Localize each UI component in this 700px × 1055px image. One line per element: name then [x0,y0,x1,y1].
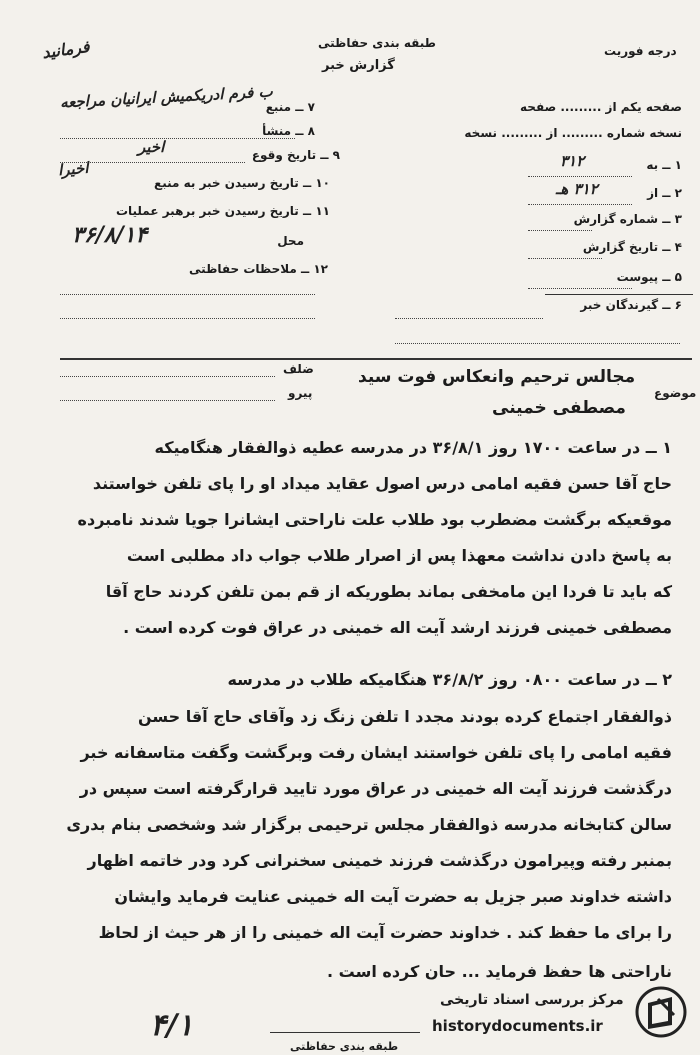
header-divider [60,358,692,360]
body-line: ناراحتی ها حفظ فرماید ... حان کرده است . [327,962,672,981]
body-line: مصطفی خمینی فرزند ارشد آیت اله خمینی در عراق فوت کرده است . [123,618,672,637]
source-value: ب فرم ادریکمیش ایرانیان مراجعه [59,82,274,112]
date-stamp-value: ۳۶/۸/۱۴ [72,222,148,248]
body-line: که باید تا فردا این مامخفی بماند بطوریکه از قم بمن تلفن کردند حاج آقا [105,582,672,601]
margin-note: فرمانید [40,36,91,63]
archive-logo-icon [634,985,688,1039]
body-line: داشته خداوند صبر جزیل به حضرت آیت اله خمینی عنایت فرماید وایشان [114,887,672,906]
body-line: سالن کتابخانه مدرسه ذوالفقار مجلس ترحیمی برگزار شد وشخصی بنام بدری [66,815,672,834]
body-line: ذوالفقار اجتماع کرده بودند مجدد ا تلفن زنگ زد وآقای حاج آقا حسن [137,707,672,726]
watermark-name: مرکز بررسی اسناد تاریخی [440,992,624,1008]
subject-side-bottom: پیرو [288,386,313,400]
subject-side-top: ضلف [283,362,314,376]
recipients-field: ۶ ــ گیرندگان خبر [580,298,682,312]
report-title: گزارش خبر [322,58,395,73]
body-line: موقعیکه برگشت مضطرب بود طلاب علت ناراحتی ایشانرا جویا شدند نامبرده [77,510,672,529]
occurrence-date-value: اخیر [138,138,165,156]
page-number: ۴/۱ [150,1008,194,1043]
subject-line-1: مجالس ترحیم وانعکاس فوت سید [358,367,636,387]
to-value: ۳۱۲ [560,152,585,170]
body-line: را برای ما حفظ کند . خداوند حضرت آیت اله خمینی را از هر حیث از لحاظ [98,923,672,942]
copy-count-field: نسخه شماره ......... از ......... نسخه [464,126,682,140]
classification-top: طبقه بندی حفاظتی [318,36,436,50]
to-field: ۱ ــ به [646,158,682,172]
security-notes-field: ۱۲ ــ ملاحظات حفاظتی [189,262,328,276]
body-line: ۲ ــ در ساعت ۰۸۰۰ روز ۳۶/۸/۲ هنگامیکه طلاب در مدرسه [227,670,672,689]
subject-label: موضوع [654,386,697,400]
ops-received-date-field: ۱۱ ــ تاریخ رسیدن خبر برهبر عملیات [115,204,330,218]
page-count-field: صفحه یکم از ......... صفحه [520,100,682,114]
body-line: به پاسخ دادن نداشت معهذا پس از اصرار طلاب جواب داد مطلبی است [126,546,672,565]
degree-label: درجه فوریت [604,44,677,58]
from-value: ۳۱۲ هـ [556,180,598,198]
attachment-field: ۵ ــ پیوست [616,270,682,284]
classification-bottom: طبقه بندی حفاظتی [290,1040,399,1053]
report-number-field: ۳ ــ شماره گزارش [573,212,682,226]
body-line: حاج آقا حسن فقیه امامی درس اصول عقاید میداد او را پای تلفن خواستند [92,474,672,493]
body-line: درگذشت فرزند آیت اله خمینی در عراق مورد تایید قرارگرفته است سپس در [79,779,672,798]
body-line: ۱ ــ در ساعت ۱۷۰۰ روز ۳۶/۸/۱ در مدرسه عطیه ذوالفقار هنگامیکه [154,438,672,457]
report-date-field: ۴ ــ تاریخ گزارش [582,240,682,254]
occurrence-date-field: ۹ ــ تاریخ وقوع [251,148,340,162]
body-line: فقیه امامی را پای تلفن خواستند ایشان رفت وبرگشت وگفت متاسفانه خبر [80,743,672,762]
source-received-date-field: ۱۰ ــ تاریخ رسیدن خبر به منبع [154,176,330,190]
source-field: ۷ ــ منبع [265,100,315,114]
location-field: محل [277,234,304,248]
body-line: بمنبر رفته وپیرامون درگذشت فرزند خمینی سخنرانی کرد ودر خاتمه اظهار [87,851,672,870]
footer-rule [270,1032,420,1033]
watermark-url: historydocuments.ir [432,1017,603,1035]
from-field: ۲ ــ از [647,186,682,200]
subject-line-2: مصطفی خمینی [492,398,626,418]
origin-field: ۸ ــ منشأ [262,124,315,138]
source-received-date-value: اخیرا [57,158,90,180]
